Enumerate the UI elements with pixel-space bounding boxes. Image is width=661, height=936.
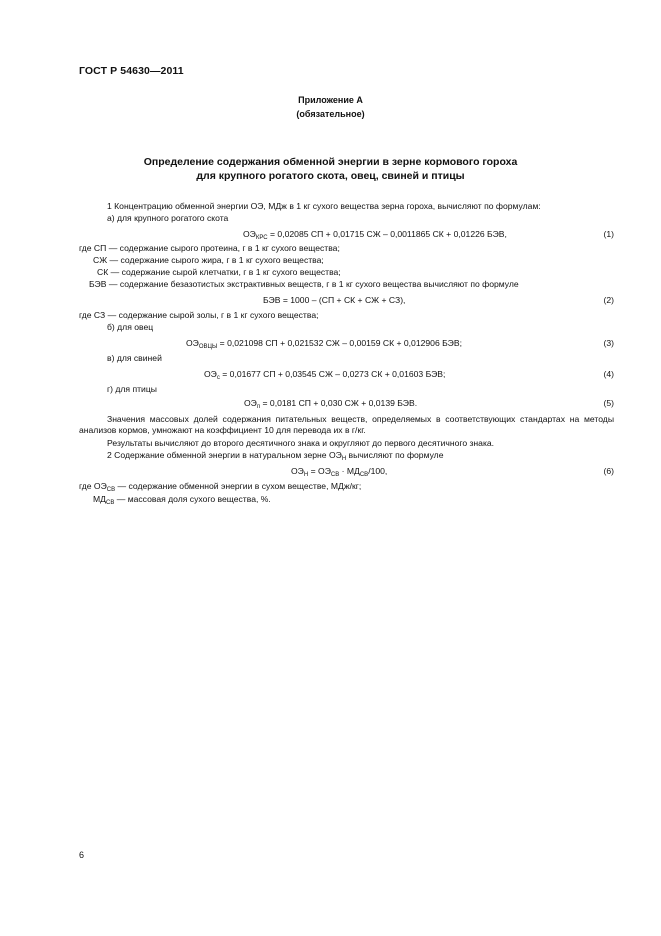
formula-3-sub: ОВЦЫ [198, 344, 218, 350]
where-oe-sv-text: — содержание обменной энергии в сухом веществе, МДж/кг; [115, 481, 362, 491]
paragraph-2: Значения массовых долей содержания питательных веществ, определяемых в соответствующих стандартах на методы анализов кормов, умножают на коэффициент 10 для перевода их в г/кг. [79, 414, 614, 435]
where-oe-sv-label: где ОЭ [79, 481, 107, 491]
where-md-sv-label: МД [93, 494, 106, 504]
formula-1-rhs: = 0,02085 СП + 0,01715 СЖ – 0,0011865 СК + 0,01226 БЭВ, [267, 229, 507, 239]
formula-6-sub-b: СВ [330, 472, 340, 478]
formula-6 [291, 466, 387, 477]
where-sp: где СП — содержание сырого протеина, г в 1 кг сухого вещества; [79, 243, 340, 253]
formula-6-sub-a: Н [303, 472, 309, 478]
formula-3-number: (3) [603, 338, 614, 348]
paragraph-4 [107, 450, 443, 461]
formula-6-sub-c: СВ [359, 472, 369, 478]
formula-1-number: (1) [603, 229, 614, 239]
formula-5-sub: п [256, 404, 261, 410]
where-szh: СЖ — содержание сырого жира, г в 1 кг сухого вещества; [93, 255, 324, 265]
formula-3-lhs: ОЭ [186, 338, 199, 348]
paragraph-4-tail: вычисляют по формуле [346, 450, 444, 460]
paragraph-4-text: 2 Содержание обменной энергии в натуральном зерне ОЭ [107, 450, 342, 460]
where-oe-sv-sub: СВ [106, 487, 116, 493]
paragraph-4-sub: Н [341, 456, 347, 462]
where-sz: где СЗ — содержание сырой золы, г в 1 кг сухого вещества; [79, 310, 319, 320]
formula-3 [186, 338, 462, 349]
item-b-sheep: б) для овец [107, 322, 154, 332]
formula-5 [244, 398, 417, 409]
where-md-sv-text: — массовая доля сухого вещества, %. [114, 494, 271, 504]
formula-6-part-d: /100, [368, 466, 388, 476]
annex-label: Приложение А [298, 95, 363, 105]
formula-2-number: (2) [603, 295, 614, 305]
where-bev: БЭВ — содержание безазотистых экстрактивных веществ, г в 1 кг сухого вещества вычисляют по формуле [89, 279, 519, 289]
formula-4-rhs: = 0,01677 СП + 0,03545 СЖ – 0,0273 СК + 0,01603 БЭВ; [219, 369, 446, 379]
formula-4-lhs: ОЭ [204, 369, 217, 379]
item-v-pigs: в) для свиней [107, 353, 162, 363]
formula-1-sub: КРС [255, 235, 268, 241]
formula-5-lhs: ОЭ [244, 398, 257, 408]
where-md-sv-sub: СВ [105, 500, 115, 506]
standard-header: ГОСТ Р 54630—2011 [79, 65, 184, 77]
formula-4-number: (4) [603, 369, 614, 379]
formula-4-sub: с [216, 375, 220, 381]
section-title-line-1: Определение содержания обменной энергии в зерне кормового гороха [143, 156, 518, 168]
formula-2: БЭВ = 1000 – (СП + СК + СЖ + СЗ), [263, 295, 406, 305]
paragraph-1: 1 Концентрацию обменной энергии ОЭ, МДж в 1 кг сухого вещества зерна гороха, вычисляют по формулам: [107, 201, 541, 211]
where-oe-sv [79, 481, 361, 492]
page-number: 6 [79, 850, 85, 860]
paragraph-3: Результаты вычисляют до второго десятичного знака и округляют до первого десятичного знака. [107, 438, 495, 448]
formula-5-number: (5) [603, 398, 614, 408]
where-sk: СК — содержание сырой клетчатки, г в 1 кг сухого вещества; [97, 267, 341, 277]
formula-6-part-b: = ОЭ [308, 466, 331, 476]
item-a-cattle: а) для крупного рогатого скота [107, 213, 229, 223]
formula-4 [204, 369, 445, 380]
section-title-line-2: для крупного рогатого скота, овец, свиней и птицы [196, 170, 465, 182]
formula-6-part-c: · МД [339, 466, 360, 476]
annex-type: (обязательное) [296, 109, 365, 119]
formula-1 [243, 229, 507, 240]
formula-1-lhs: ОЭ [243, 229, 256, 239]
formula-3-rhs: = 0,021098 СП + 0,021532 СЖ – 0,00159 СК + 0,012906 БЭВ; [217, 338, 462, 348]
where-md-sv [93, 494, 271, 505]
formula-6-number: (6) [603, 466, 614, 476]
formula-5-rhs: = 0,0181 СП + 0,030 СЖ + 0,0139 БЭВ. [260, 398, 418, 408]
formula-6-part-a: ОЭ [291, 466, 304, 476]
item-g-poultry: г) для птицы [107, 384, 157, 394]
